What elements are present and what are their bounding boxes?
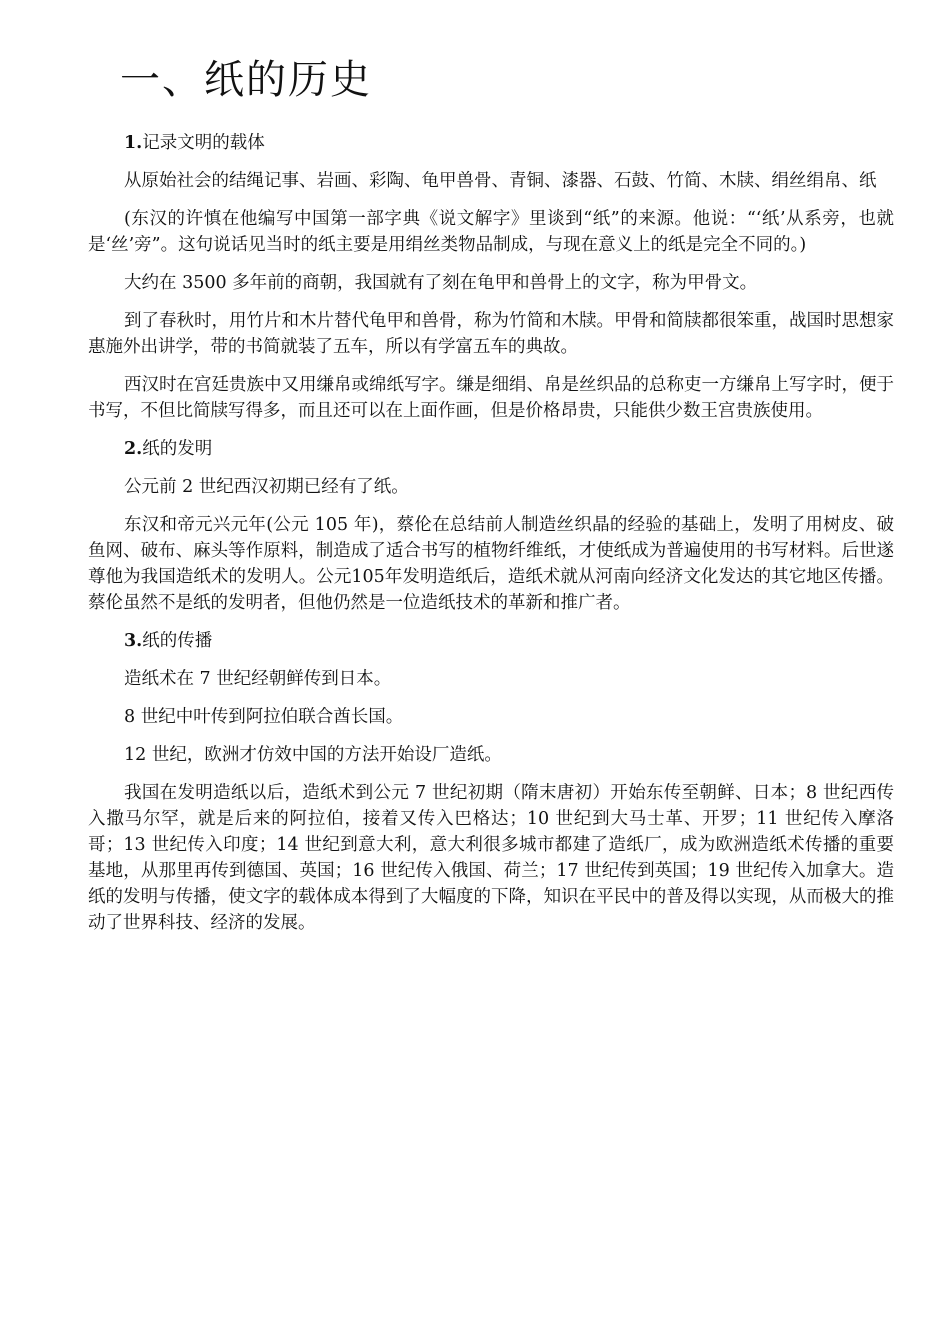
section-heading	[88, 436, 894, 462]
paragraph: 8 世纪中叶传到阿拉伯联合酋长国。	[124, 707, 404, 727]
paragraph: 公元前 2 世纪西汉初期已经有了纸。	[124, 477, 409, 497]
section-heading-text: 记录文明的载体	[142, 133, 265, 153]
paragraph: 到了春秋时，用竹片和木片替代龟甲和兽骨，称为竹简和木牍。甲骨和简牍都很笨重，战国时思想家惠施外出讲学，带的书简就装了五车，所以有学富五车的典故。	[88, 311, 894, 357]
paragraph: 12 世纪，欧洲才仿效中国的方法开始设厂造纸。	[124, 745, 502, 765]
section-number: 2.	[124, 439, 143, 459]
section-number: 3.	[124, 631, 143, 651]
paragraph: 造纸术在 7 世纪经朝鲜传到日本。	[124, 669, 392, 689]
page-title: 一、纸的历史	[120, 57, 372, 103]
section-heading-text: 纸的传播	[142, 631, 213, 651]
section-invention	[88, 436, 894, 616]
paragraph: (东汉的许慎在他编写中国第一部字典《说文解字》里谈到“纸”的来源。他说：“‘纸’从系旁，也就是‘丝’旁”。这句说话见当时的纸主要是用绢丝类物品制成，与现在意义上的纸是完全不同的。)	[88, 209, 894, 255]
paragraph: 东汉和帝元兴元年(公元 105 年)，蔡伦在总结前人制造丝织晶的经验的基础上，发明了用树皮、破鱼网、破布、麻头等作原料，制造成了适合书写的植物纤维纸，才使纸成为普遍使用的书写材料。后世遂尊他为我国造纸术的发明人。公元105年发明造纸后，造纸术就从河南向经济文化发达的其它地区传播。蔡伦虽然不是纸的发明者，但他仍然是一位造纸技术的革新和推广者。	[88, 515, 894, 613]
paragraph: 西汉时在宫廷贵族中又用缣帛或绵纸写字。缣是细绢、帛是丝织品的总称吏一方缣帛上写字时，便于书写，不但比简牍写得多，而且还可以在上面作画，但是价格昂贵，只能供少数王宫贵族使用。	[88, 375, 894, 421]
paragraph: 我国在发明造纸以后，造纸术到公元 7 世纪初期（隋末唐初）开始东传至朝鲜、日本；8 世纪西传入撒马尔罕，就是后来的阿拉伯，接着又传入巴格达；10 世纪到大马士革、开罗；11 世纪传入摩洛哥；13 世纪传入印度；14 世纪到意大利，意大利很多城市都建了造纸厂，成为欧洲造纸术传播的重要基地，从那里再传到德国、英国；16 世纪传入俄国、荷兰；17 世纪传到英国；19 世纪传入加拿大。造纸的发明与传播，使文字的载体成本得到了大幅度的下降，知识在平民中的普及得以实现，从而极大的推动了世界科技、经济的发展。	[88, 783, 894, 933]
section-spread	[88, 628, 894, 936]
section-heading-text: 纸的发明	[142, 439, 213, 459]
section-record-carrier	[88, 130, 894, 424]
section-heading	[88, 130, 894, 156]
paragraph: 大约在 3500 多年前的商朝，我国就有了刻在龟甲和兽骨上的文字，称为甲骨文。	[124, 273, 758, 293]
document-body	[88, 130, 894, 948]
section-heading	[88, 628, 894, 654]
paragraph: 从原始社会的结绳记事、岩画、彩陶、龟甲兽骨、青铜、漆器、石鼓、竹简、木牍、绢丝绢帛、纸	[124, 171, 877, 191]
section-number: 1.	[124, 133, 143, 153]
